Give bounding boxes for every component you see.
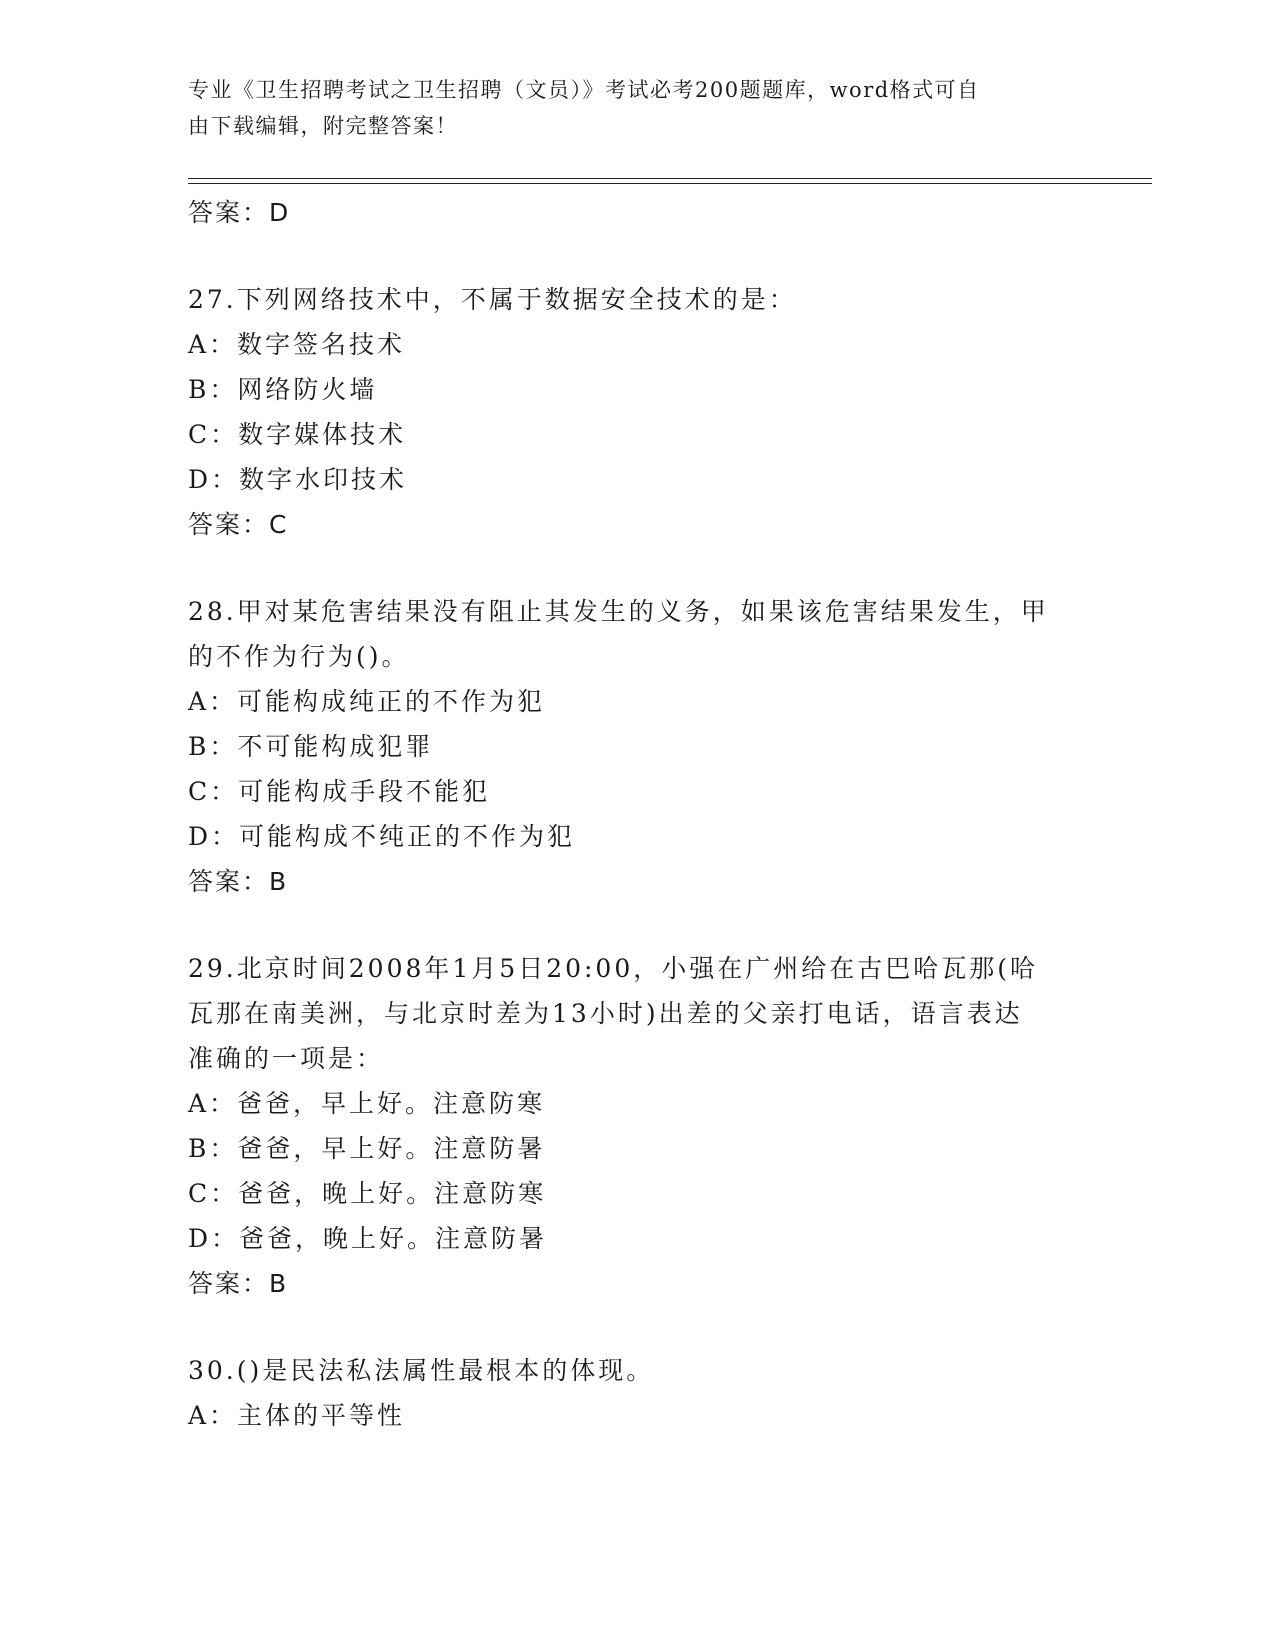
question-text: 27.下列网络技术中，不属于数据安全技术的是： <box>188 285 797 314</box>
answer-line: 答案：C <box>188 510 289 539</box>
option-a: A：可能构成纯正的不作为犯 <box>188 687 546 716</box>
header-divider-thin <box>188 183 1152 184</box>
question-27 <box>188 277 1078 547</box>
option-d: D：数字水印技术 <box>188 465 408 494</box>
header-line-1: 专业《卫生招聘考试之卫生招聘（文员）》考试必考200题题库，word格式可自 <box>188 78 980 102</box>
question-text: 30.()是民法私法属性最根本的体现。 <box>188 1356 655 1385</box>
page-header <box>188 72 1068 144</box>
question-29 <box>188 946 1078 1306</box>
option-c: C：可能构成手段不能犯 <box>188 777 491 806</box>
header-line-2: 由下载编辑，附完整答案！ <box>188 114 458 138</box>
question-text: 准确的一项是： <box>188 1044 385 1073</box>
option-d: D：可能构成不纯正的不作为犯 <box>188 822 576 851</box>
answer-line: 答案：B <box>188 867 289 896</box>
option-a: A：数字签名技术 <box>188 330 406 359</box>
option-b: B：网络防火墙 <box>188 375 378 404</box>
question-text: 28.甲对某危害结果没有阻止其发生的义务，如果该危害结果发生，甲 <box>188 597 1049 626</box>
header-divider-thick <box>188 178 1152 179</box>
answer-line: 答案：B <box>188 1269 289 1298</box>
question-28 <box>188 589 1078 904</box>
answer-line: 答案：D <box>188 198 291 227</box>
option-a: A：主体的平等性 <box>188 1401 406 1430</box>
option-c: C：爸爸，晚上好。注意防寒 <box>188 1179 547 1208</box>
question-text: 瓦那在南美洲，与北京时差为13小时)出差的父亲打电话，语言表达 <box>188 999 1023 1028</box>
option-c: C：数字媒体技术 <box>188 420 407 449</box>
question-list <box>188 190 1078 1438</box>
option-b: B：不可能构成犯罪 <box>188 732 434 761</box>
option-d: D：爸爸，晚上好。注意防暑 <box>188 1224 548 1253</box>
question-text: 的不作为行为()。 <box>188 642 410 671</box>
option-b: B：爸爸，早上好。注意防暑 <box>188 1134 546 1163</box>
option-a: A：爸爸，早上好。注意防寒 <box>188 1089 546 1118</box>
question-30 <box>188 1348 1078 1438</box>
question-text: 29.北京时间2008年1月5日20:00，小强在广州给在古巴哈瓦那(哈 <box>188 954 1038 983</box>
